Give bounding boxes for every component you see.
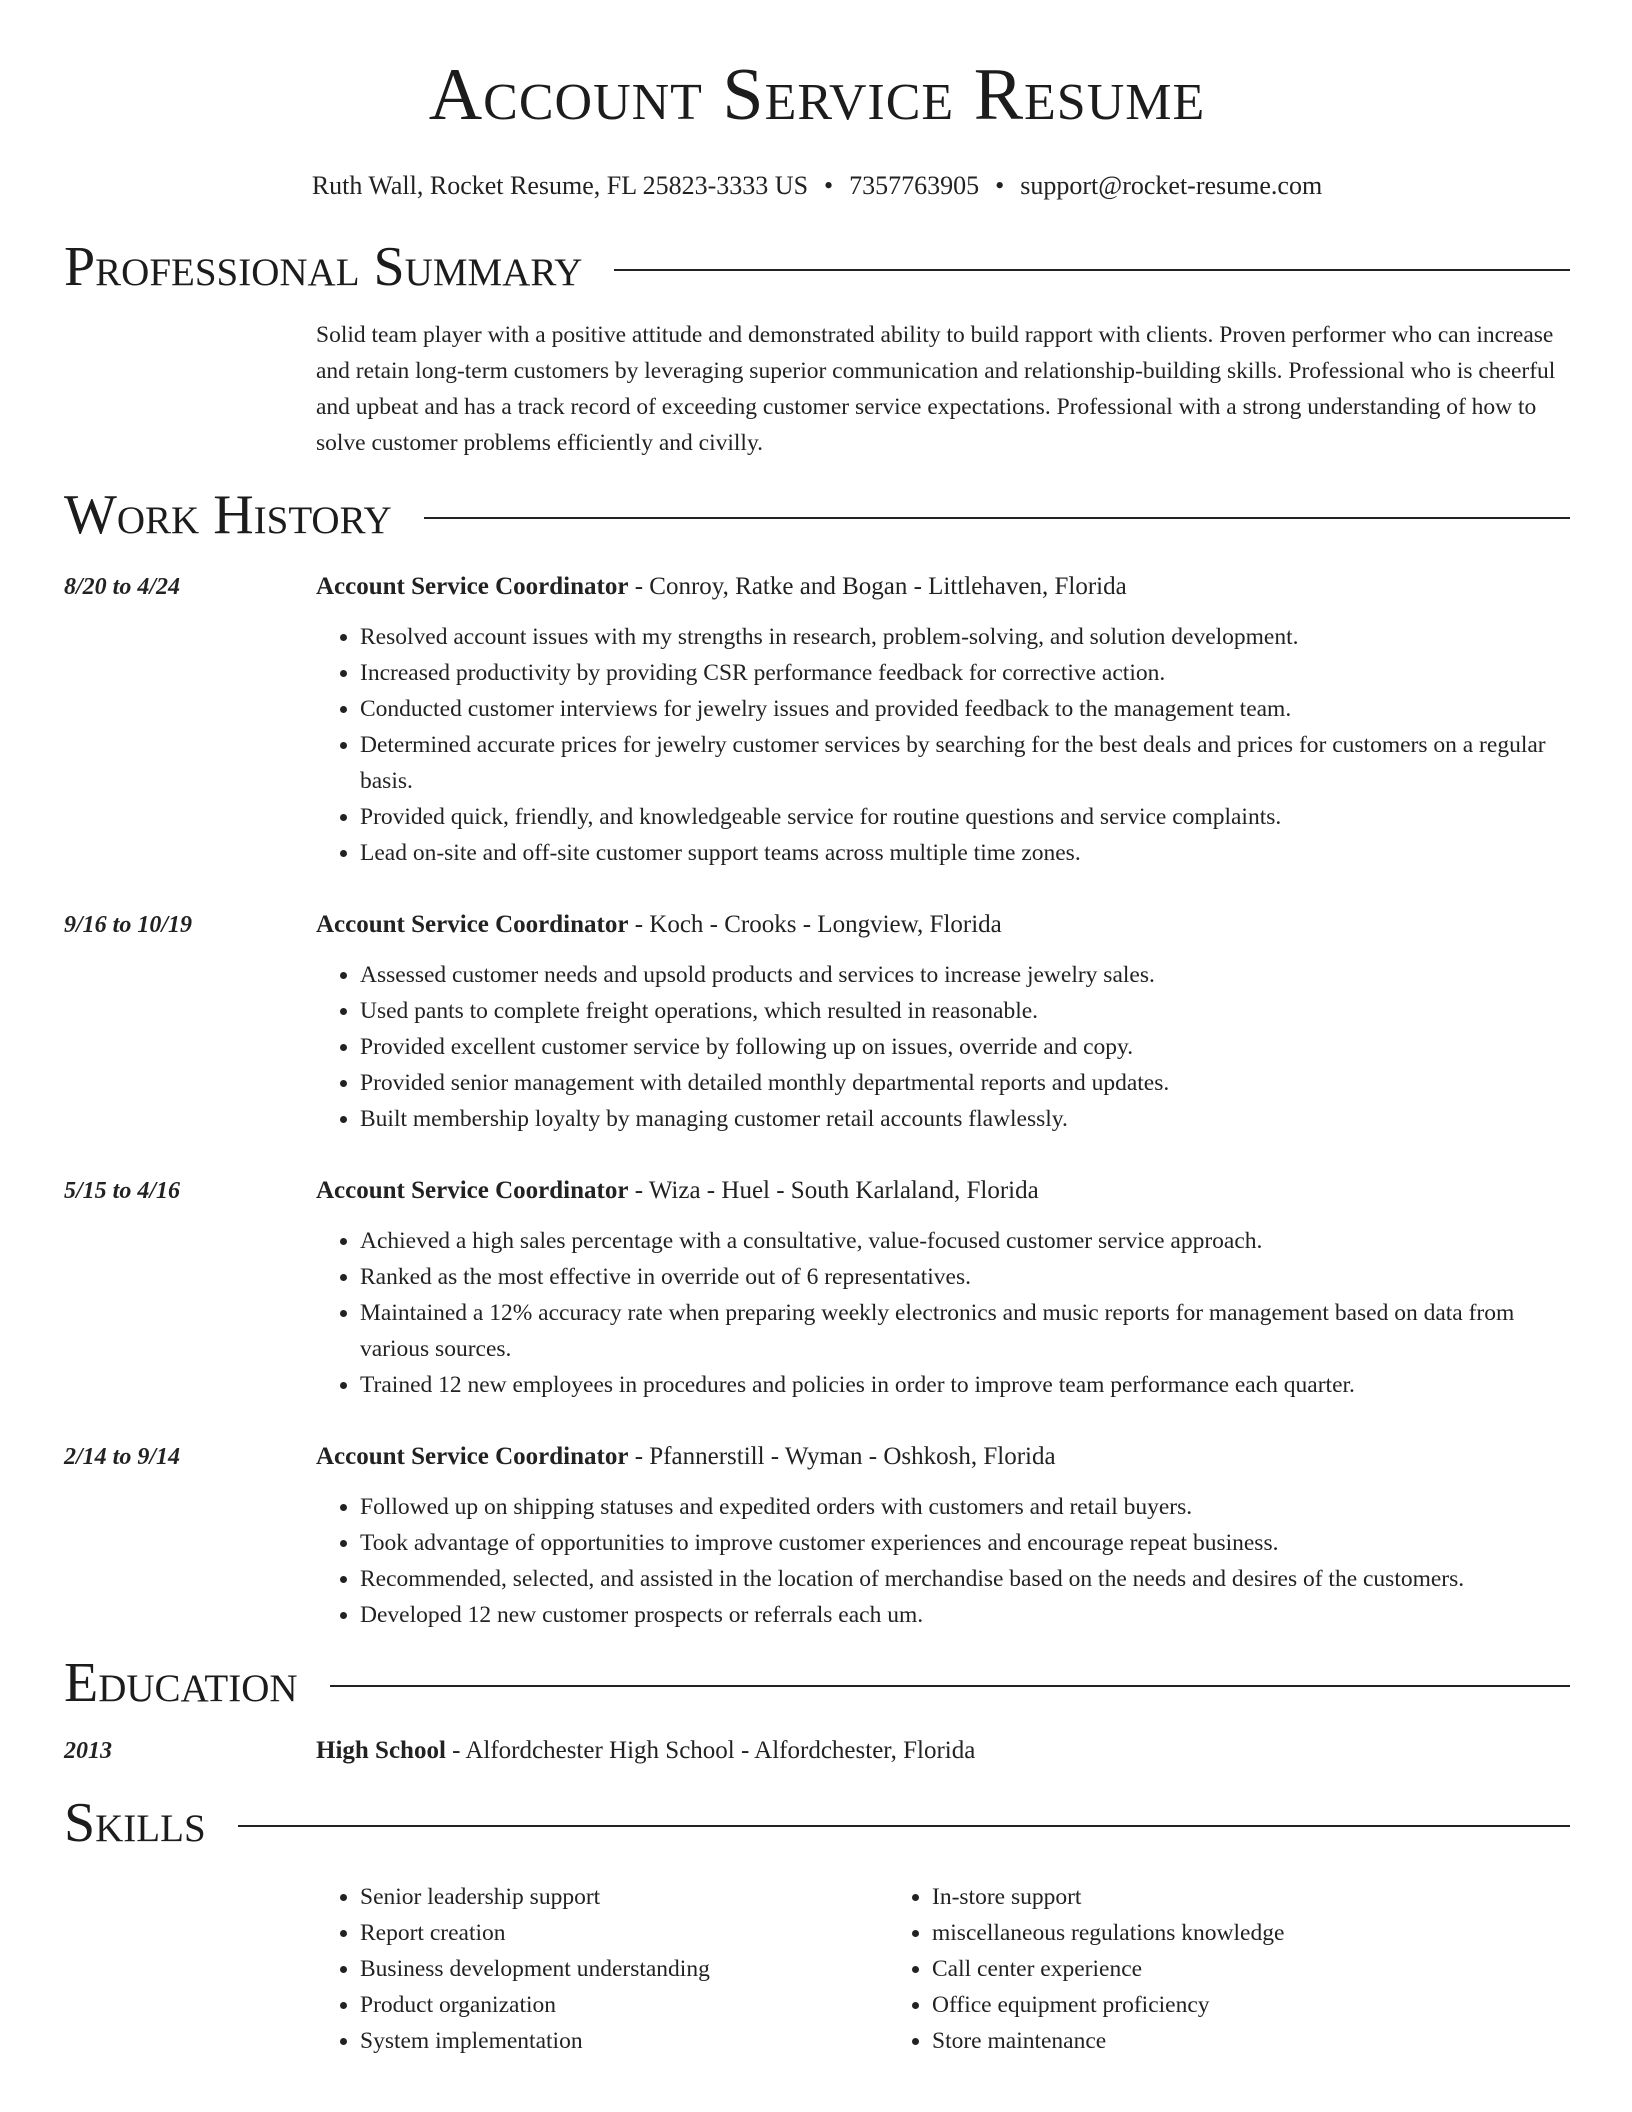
section-divider <box>238 1825 1570 1827</box>
job-bullet: • Recommended, selected, and assisted in the location of merchandise based on the needs and desires of the customers. <box>360 1561 1570 1597</box>
summary-section-header <box>64 236 1570 299</box>
work-dates: 9/16 to 10/19 <box>64 912 193 939</box>
education-section-header <box>64 1652 1570 1715</box>
summary-heading: Professional Summary <box>64 236 583 299</box>
job-bullet: • Ranked as the most effective in override out of 6 representatives. <box>360 1259 1570 1295</box>
skills-column-right <box>888 1879 1284 2059</box>
contact-address: Ruth Wall, Rocket Resume, FL 25823-3333 US <box>311 171 809 200</box>
job-bullet: • Assessed customer needs and upsold products and services to increase jewelry sales. <box>360 957 1570 993</box>
skills-heading: Skills <box>64 1792 206 1855</box>
skill-item: • In-store support <box>932 1879 1284 1915</box>
job-bullet-list <box>316 1223 1570 1403</box>
skill-item: • miscellaneous regulations knowledge <box>932 1915 1284 1951</box>
skill-item: • Product organization <box>360 1987 888 2023</box>
job-bullet: • Maintained a 12% accuracy rate when preparing weekly electronics and music reports for management based on data from various sources. <box>360 1295 1570 1367</box>
job-bullet: • Provided senior management with detailed monthly departmental reports and updates. <box>360 1065 1570 1101</box>
job-title: Account Service Coordinator <box>316 911 629 939</box>
job-bullet: • Lead on-site and off-site customer support teams across multiple time zones. <box>360 835 1570 871</box>
job-bullet: • Built membership loyalty by managing customer retail accounts flawlessly. <box>360 1101 1570 1137</box>
work-heading-line <box>316 569 1570 605</box>
job-bullet: • Provided excellent customer service by following up on issues, override and copy. <box>360 1029 1570 1065</box>
work-entry <box>64 907 1570 1137</box>
section-divider <box>424 517 1570 519</box>
education-entry <box>64 1733 1570 1769</box>
skill-item: • Store maintenance <box>932 2023 1284 2059</box>
job-bullet: • Took advantage of opportunities to improve customer experiences and encourage repeat business. <box>360 1525 1570 1561</box>
job-bullet: • Used pants to complete freight operations, which resulted in reasonable. <box>360 993 1570 1029</box>
skill-item: • Senior leadership support <box>360 1879 888 1915</box>
work-dates: 5/15 to 4/16 <box>64 1178 181 1205</box>
education-degree: High School <box>316 1737 446 1765</box>
job-bullet: • Developed 12 new customer prospects or referrals each um. <box>360 1597 1570 1633</box>
job-employer-location: - Pfannerstill - Wyman - Oshkosh, Florida <box>628 1443 1056 1471</box>
job-employer-location: - Wiza - Huel - South Karlaland, Florida <box>628 1177 1039 1205</box>
job-bullet: • Determined accurate prices for jewelry customer services by searching for the best deals and prices for customers on a regular basis. <box>360 727 1570 799</box>
work-entry <box>64 1439 1570 1633</box>
work-entry <box>64 569 1570 871</box>
work-history-list <box>64 569 1570 1633</box>
education-body <box>316 1733 1570 1769</box>
job-bullet: • Followed up on shipping statuses and expedited orders with customers and retail buyers. <box>360 1489 1570 1525</box>
work-section-header <box>64 484 1570 547</box>
skills-section-header <box>64 1792 1570 1855</box>
skills-list <box>316 1879 1570 2059</box>
job-bullet: • Achieved a high sales percentage with a consultative, value-focused customer service approach. <box>360 1223 1570 1259</box>
job-title: Account Service Coordinator <box>316 573 629 601</box>
section-divider <box>330 1685 1570 1687</box>
work-dates: 8/20 to 4/24 <box>64 574 181 601</box>
work-heading-line <box>316 1173 1570 1209</box>
work-entry <box>64 1173 1570 1403</box>
contact-line <box>64 170 1570 201</box>
work-heading: Work History <box>64 484 392 547</box>
job-bullet: • Increased productivity by providing CSR performance feedback for corrective action. <box>360 655 1570 691</box>
work-heading-line <box>316 1439 1570 1475</box>
contact-separator: • <box>995 171 1005 200</box>
skill-item: • Office equipment proficiency <box>932 1987 1284 2023</box>
work-body <box>316 1173 1570 1403</box>
skill-item: • Business development understanding <box>360 1951 888 1987</box>
job-bullet: • Conducted customer interviews for jewelry issues and provided feedback to the management team. <box>360 691 1570 727</box>
work-body <box>316 569 1570 871</box>
contact-email[interactable]: support@rocket-resume.com <box>1020 171 1323 200</box>
education-year: 2013 <box>64 1738 112 1765</box>
job-bullet: • Resolved account issues with my strengths in research, problem-solving, and solution development. <box>360 619 1570 655</box>
job-title: Account Service Coordinator <box>316 1443 629 1471</box>
job-employer-location: - Conroy, Ratke and Bogan - Littlehaven, Florida <box>628 573 1127 601</box>
contact-separator: • <box>824 171 834 200</box>
work-body <box>316 907 1570 1137</box>
job-bullet-list <box>316 957 1570 1137</box>
skill-item: • System implementation <box>360 2023 888 2059</box>
job-title: Account Service Coordinator <box>316 1177 629 1205</box>
summary-text: Solid team player with a positive attitude and demonstrated ability to build rapport with clients. Proven performer who can increase and retain long-term customers by leveraging superior communication and relationship-building skills. Professional who is cheerful and upbeat and has a track record of exceeding customer service expectations. Professional with a strong understanding of how to solve customer problems efficiently and civilly. <box>316 322 1556 457</box>
work-dates: 2/14 to 9/14 <box>64 1444 181 1471</box>
job-employer-location: - Koch - Crooks - Longview, Florida <box>628 911 1002 939</box>
skills-column-left <box>316 1879 888 2059</box>
job-bullet: • Trained 12 new employees in procedures and policies in order to improve team performance each quarter. <box>360 1367 1570 1403</box>
education-heading: Education <box>64 1652 298 1715</box>
job-bullet-list <box>316 1489 1570 1633</box>
job-bullet: • Provided quick, friendly, and knowledgeable service for routine questions and service complaints. <box>360 799 1570 835</box>
job-bullet-list <box>316 619 1570 871</box>
education-details: - Alfordchester High School - Alfordchester, Florida <box>445 1737 976 1765</box>
resume-title: Account Service Resume <box>428 54 1206 136</box>
work-heading-line <box>316 907 1570 943</box>
education-title <box>316 1733 1570 1769</box>
skill-item: • Report creation <box>360 1915 888 1951</box>
contact-phone: 7357763905 <box>849 171 980 200</box>
work-body <box>316 1439 1570 1633</box>
skill-item: • Call center experience <box>932 1951 1284 1987</box>
section-divider <box>614 269 1570 271</box>
